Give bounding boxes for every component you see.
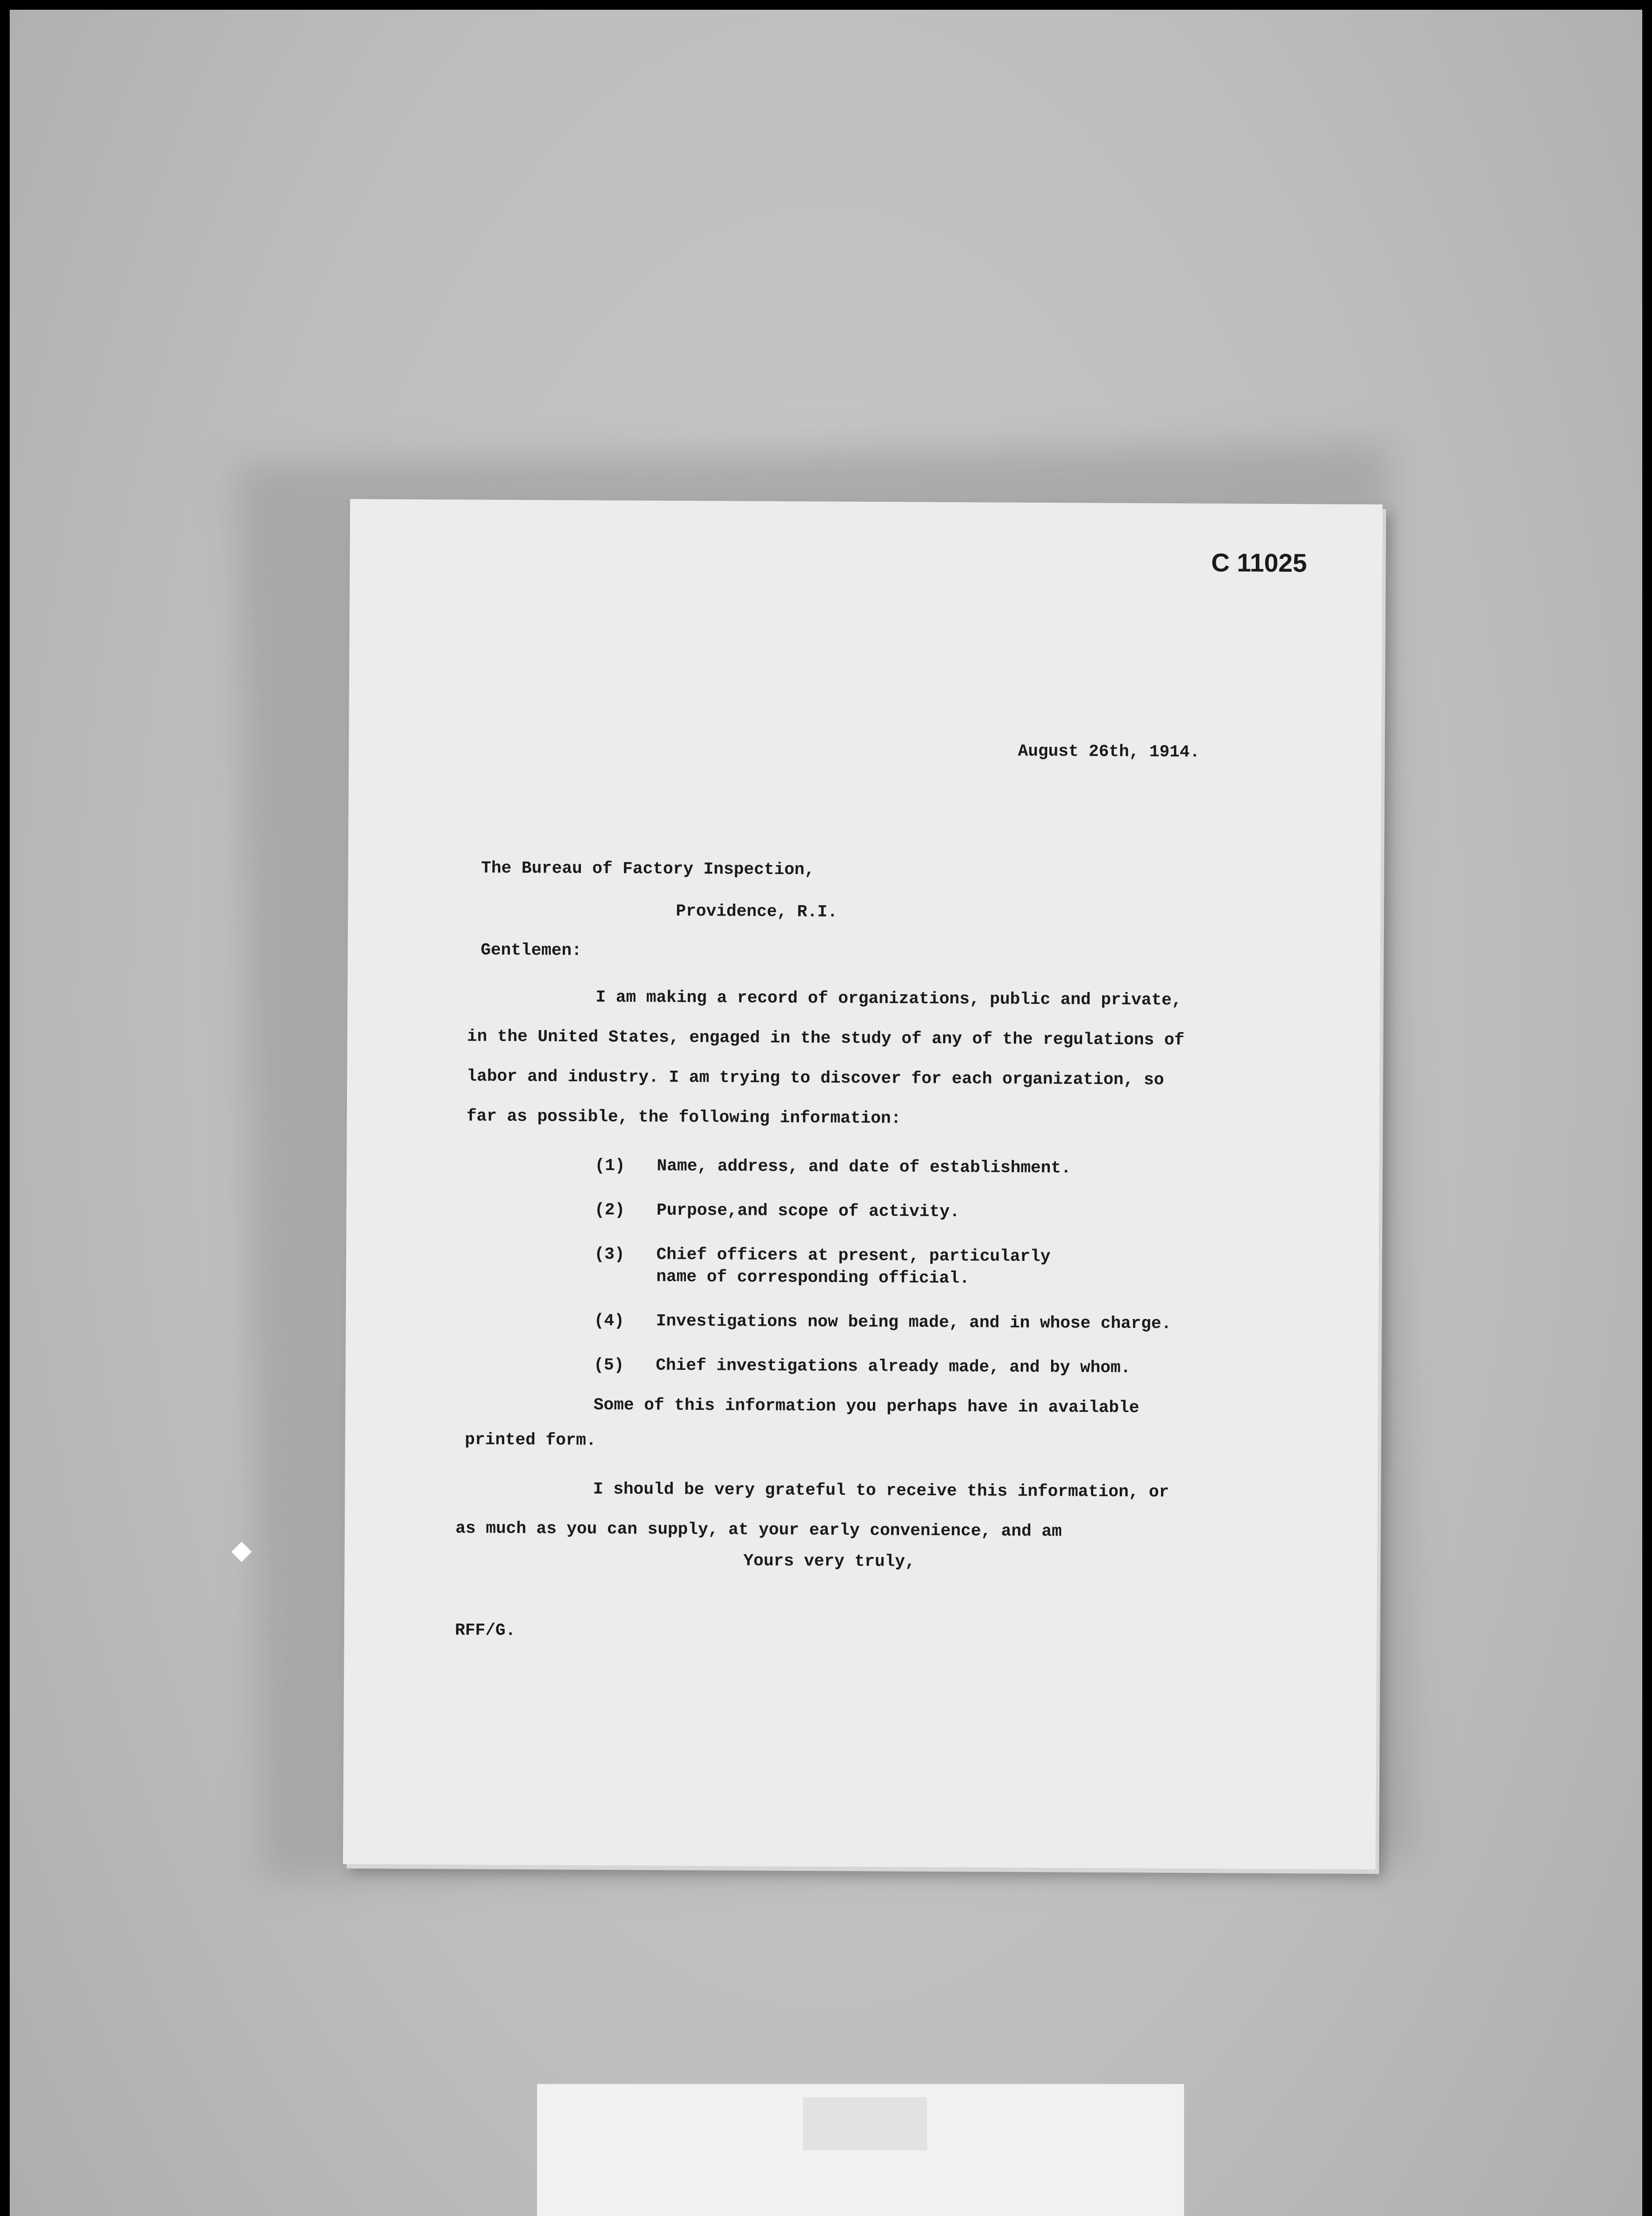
- list-item-text: Chief investigations already made, and by whom.: [655, 1356, 1131, 1378]
- list-item-number: (5): [593, 1355, 624, 1375]
- body-line: as much as you can supply, at your early convenience, and am: [455, 1519, 1062, 1541]
- list-item-text: Chief officers at present, particularly: [656, 1245, 1051, 1267]
- list-item-text: Name, address, and date of establishment.: [657, 1156, 1071, 1178]
- list-item-number: (4): [594, 1311, 624, 1331]
- film-mark: ◆: [231, 1535, 252, 1564]
- addressee: The Bureau of Factory Inspection,: [481, 858, 815, 880]
- body-line: in the United States, engaged in the study of any of the regulations of: [467, 1027, 1184, 1050]
- letter-page: [343, 499, 1383, 1869]
- letter-date: August 26th, 1914.: [1018, 741, 1200, 762]
- body-line: I should be very grateful to receive this information, or: [593, 1479, 1169, 1502]
- body-line: I am making a record of organizations, public and private,: [596, 987, 1182, 1010]
- list-item-number: (1): [595, 1156, 625, 1176]
- body-line: far as possible, the following information:: [466, 1107, 901, 1128]
- list-item-number: (3): [594, 1245, 625, 1264]
- label-tab: [803, 2097, 927, 2150]
- list-item-text: name of corresponding official.: [656, 1267, 970, 1288]
- initials: RFF/G.: [455, 1621, 516, 1640]
- closing: Yours very truly,: [743, 1551, 916, 1572]
- body-line: labor and industry. I am trying to discover for each organization, so: [467, 1067, 1164, 1090]
- list-item-text: Purpose,and scope of activity.: [656, 1201, 960, 1222]
- list-item-number: (2): [594, 1200, 625, 1220]
- list-item-text: Investigations now being made, and in whose charge.: [656, 1311, 1172, 1334]
- microfilm-frame: [10, 10, 1642, 2216]
- reference-number: C 11025: [1211, 548, 1307, 578]
- addressee-city: Providence, R.I.: [676, 901, 838, 922]
- salutation: Gentlemen:: [480, 940, 582, 960]
- body-line: printed form.: [464, 1430, 596, 1450]
- collection-label-card: [537, 2084, 1184, 2216]
- body-line: Some of this information you perhaps have in available: [593, 1395, 1139, 1418]
